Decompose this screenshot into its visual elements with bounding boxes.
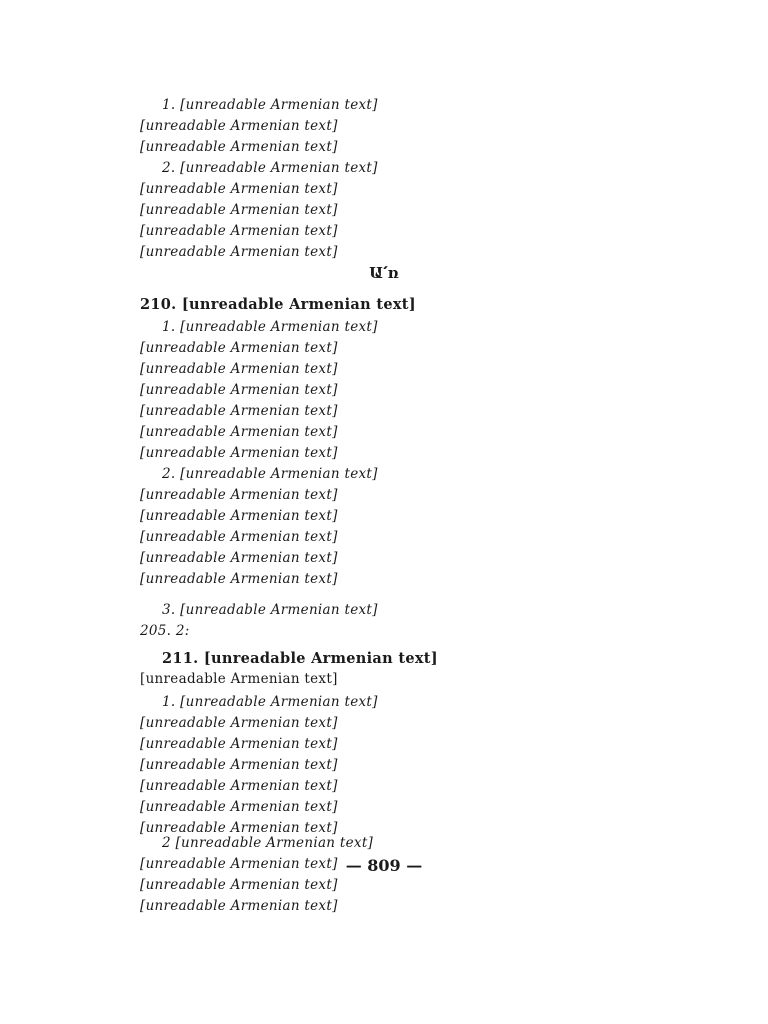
text-line: [unreadable Armenian text] bbox=[140, 898, 338, 914]
text-line: [unreadable Armenian text] bbox=[140, 736, 338, 752]
text-line: [unreadable Armenian text] bbox=[140, 424, 338, 440]
text-line: [unreadable Armenian text] bbox=[140, 361, 338, 377]
text-line: 1. [unreadable Armenian text] bbox=[162, 694, 378, 710]
text-line: 210. [unreadable Armenian text] bbox=[140, 296, 416, 313]
text-line: 1. [unreadable Armenian text] bbox=[162, 319, 378, 335]
text-line: [unreadable Armenian text] bbox=[140, 487, 338, 503]
page-number: — 809 — bbox=[345, 856, 423, 875]
section-210-item-1 bbox=[140, 317, 665, 464]
text-line: [unreadable Armenian text] bbox=[140, 244, 338, 260]
text-line: [unreadable Armenian text] bbox=[140, 550, 338, 566]
text-line: 211. [unreadable Armenian text] bbox=[162, 650, 438, 667]
text-line: [unreadable Armenian text] bbox=[140, 340, 338, 356]
text-line: [unreadable Armenian text] bbox=[140, 820, 338, 836]
text-line: [unreadable Armenian text] bbox=[140, 856, 338, 872]
section-heading-ar: Ա՛ռ bbox=[369, 264, 399, 282]
section-211-item-1 bbox=[140, 692, 665, 839]
section-211-item-2 bbox=[140, 833, 665, 917]
text-line: [unreadable Armenian text] bbox=[140, 877, 338, 893]
text-line: 2 [unreadable Armenian text] bbox=[162, 835, 374, 851]
text-line: 205. 2: bbox=[140, 623, 190, 639]
section-210-title bbox=[140, 294, 665, 315]
text-line: [unreadable Armenian text] bbox=[140, 202, 338, 218]
text-line: [unreadable Armenian text] bbox=[140, 715, 338, 731]
section-210-item-3 bbox=[140, 600, 665, 642]
text-line: [unreadable Armenian text] bbox=[140, 181, 338, 197]
text-line: 2. [unreadable Armenian text] bbox=[162, 160, 378, 176]
text-line: [unreadable Armenian text] bbox=[140, 403, 338, 419]
text-line: [unreadable Armenian text] bbox=[140, 382, 338, 398]
text-line: [unreadable Armenian text] bbox=[140, 508, 338, 524]
text-line: [unreadable Armenian text] bbox=[140, 778, 338, 794]
text-line: [unreadable Armenian text] bbox=[140, 118, 338, 134]
intro-item-1 bbox=[140, 95, 665, 158]
text-line: [unreadable Armenian text] bbox=[140, 223, 338, 239]
text-line: [unreadable Armenian text] bbox=[140, 799, 338, 815]
text-line: [unreadable Armenian text] bbox=[140, 529, 338, 545]
text-line: [unreadable Armenian text] bbox=[140, 445, 338, 461]
text-line: 2. [unreadable Armenian text] bbox=[162, 466, 378, 482]
text-line: 3. [unreadable Armenian text] bbox=[162, 602, 378, 618]
text-line: [unreadable Armenian text] bbox=[140, 139, 338, 155]
text-line: 1. [unreadable Armenian text] bbox=[162, 97, 378, 113]
section-210-item-2 bbox=[140, 464, 665, 590]
intro-item-2 bbox=[140, 158, 665, 263]
text-line: [unreadable Armenian text] bbox=[140, 671, 338, 687]
section-211-title bbox=[140, 648, 665, 690]
text-line: [unreadable Armenian text] bbox=[140, 571, 338, 587]
text-line: [unreadable Armenian text] bbox=[140, 757, 338, 773]
